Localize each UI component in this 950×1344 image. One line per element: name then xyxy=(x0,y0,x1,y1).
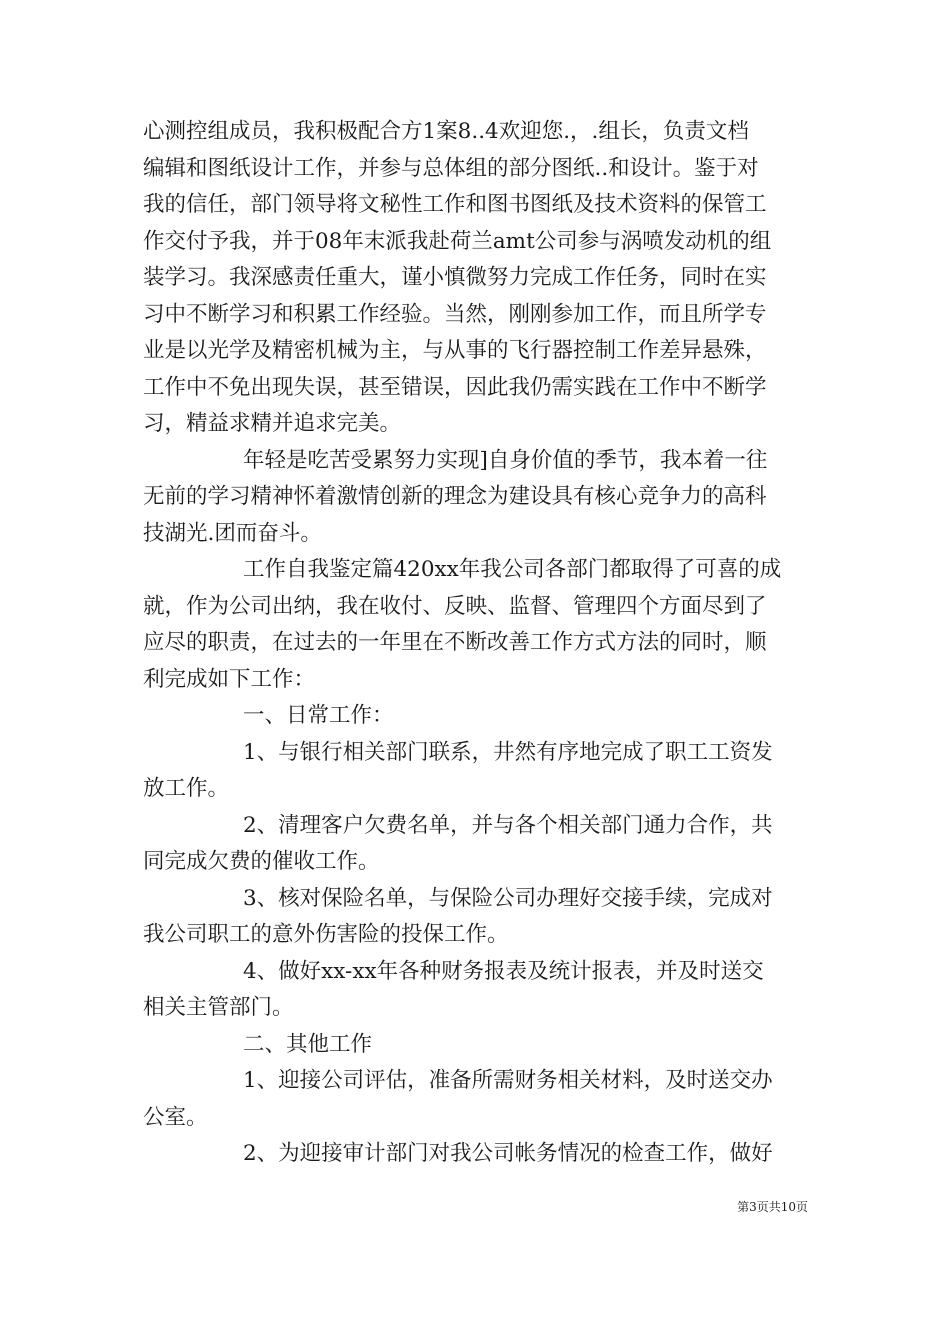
text-line: 1、与银行相关部门联系，井然有序地完成了职工工资发 xyxy=(243,739,773,765)
paragraph xyxy=(143,114,808,443)
text-line: 2、为迎接审计部门对我公司帐务情况的检查工作，做好 xyxy=(243,1141,773,1166)
text-line: 工作中不免出现失误，甚至错误，因此我仍需实践在工作中不断学 xyxy=(143,374,767,400)
paragraph xyxy=(143,1027,808,1064)
text-line: 4、做好xx-xx年各种财务报表及统计报表，并及时送交 xyxy=(243,958,764,984)
text-line: 我公司职工的意外伤害险的投保工作。 xyxy=(143,922,509,947)
text-line: 心测控组成员，我积极配合方1案8..4欢迎您.，.组长，负责文档 xyxy=(143,119,749,144)
paragraph xyxy=(143,881,808,954)
text-line: 利完成如下工作： xyxy=(143,666,316,692)
text-line: 1、迎接公司评估，准备所需财务相关材料，及时送交办 xyxy=(243,1068,773,1093)
text-line: 无前的学习精神怀着激情创新的理念为建设具有核心竞争力的高科 xyxy=(143,484,767,509)
text-line: 二、其他工作 xyxy=(243,1031,373,1057)
text-line: 2、清理客户欠费名单，并与各个相关部门通力合作，共 xyxy=(243,812,773,838)
text-line: 业是以光学及精密机械为主，与从事的飞行器控制工作差异悬殊， xyxy=(143,338,767,363)
paragraph xyxy=(143,735,808,808)
text-line: 年轻是吃苦受累努力实现]自身价值的季节，我本着一往 xyxy=(243,447,768,473)
text-line: 装学习。我深感责任重大，谨小慎微努力完成工作任务，同时在实 xyxy=(143,265,767,290)
text-line: 技湖光.团而奋斗。 xyxy=(143,520,322,546)
text-line: 一、日常工作： xyxy=(243,703,394,728)
text-line: 应尽的职责，在过去的一年里在不断改善工作方式方法的同时，顺 xyxy=(143,630,767,655)
text-line: 习，精益求精并追求完美。 xyxy=(143,411,402,436)
text-line: 习中不断学习和积累工作经验。当然，刚刚参加工作，而且所学专 xyxy=(143,301,767,327)
page-number-footer: 第3页共10页 xyxy=(737,1200,808,1214)
paragraph xyxy=(143,954,808,1027)
text-line: 放工作。 xyxy=(143,776,230,801)
paragraph xyxy=(143,808,808,881)
text-line: 公室。 xyxy=(143,1104,208,1130)
paragraph xyxy=(143,1136,808,1173)
paragraph xyxy=(143,552,808,698)
text-line: 就，作为公司出纳，我在收付、反映、监督、管理四个方面尽到了 xyxy=(143,593,767,619)
text-line: 作交付予我，并于08年末派我赴荷兰amt公司参与涡喷发动机的组 xyxy=(143,228,772,254)
text-line: 3、核对保险名单，与保险公司办理好交接手续，完成对 xyxy=(243,885,773,911)
document-body xyxy=(143,114,808,1173)
text-line: 工作自我鉴定篇420xx年我公司各部门都取得了可喜的成 xyxy=(243,557,782,582)
paragraph xyxy=(143,443,808,553)
paragraph xyxy=(143,1063,808,1136)
text-line: 我的信任，部门领导将文秘性工作和图书图纸及技术资料的保管工 xyxy=(143,192,767,217)
text-line: 编辑和图纸设计工作，并参与总体组的部分图纸..和设计。鉴于对 xyxy=(143,155,759,181)
text-line: 同完成欠费的催收工作。 xyxy=(143,849,380,874)
paragraph xyxy=(143,698,808,735)
text-line: 相关主管部门。 xyxy=(143,995,294,1020)
